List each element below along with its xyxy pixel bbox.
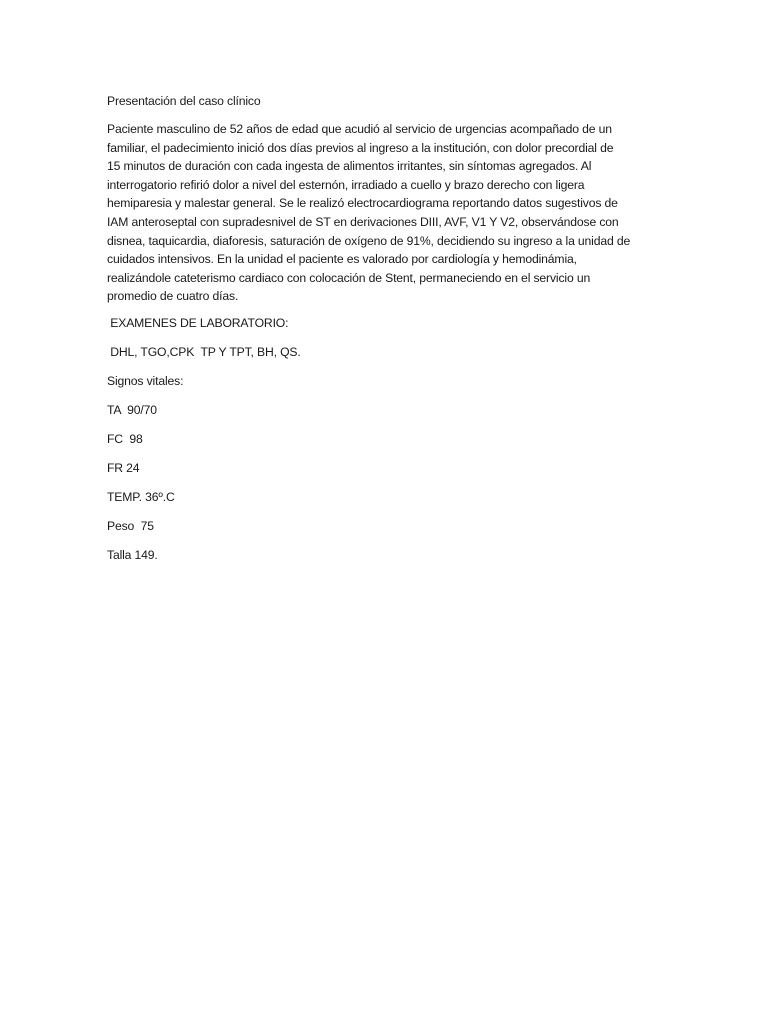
vital-signs-heading: Signos vitales: bbox=[107, 373, 184, 388]
case-description: Paciente masculino de 52 años de edad que acudió al servicio de urgencias acompañado de un familiar, el padecimiento inició dos días previos al ingreso a la institución, con dolor precordial de 15 minutos de duración con cada ingesta de alimentos irritantes, sin síntomas agregados. Al interrogatorio refirió dolor a nivel del esternón, irradiado a cuello y brazo derecho con ligera hemiparesia y malestar general. Se le realizó electrocardiograma reportando datos sugestivos de IAM anteroseptal con supradesnivel de ST en derivaciones DIII, AVF, V1 Y V2, observándose con disnea, taquicardia, diaforesis, saturación de oxígeno de 91%, decidiendo su ingreso a la unidad de cuidados intensivos. En la unidad el paciente es valorado por cardiología y hemodinámia, realizándole cateterismo cardiaco con colocación de Stent, permaneciendo en el servicio un promedio de cuatro días. bbox=[107, 122, 631, 304]
document-content bbox=[107, 92, 663, 564]
vital-sign-ta: TA 90/70 bbox=[107, 402, 157, 417]
vital-sign-temp: TEMP. 36º.C bbox=[107, 489, 175, 504]
lab-exams-heading: EXAMENES DE LABORATORIO: bbox=[107, 315, 289, 330]
lab-exams-list: DHL, TGO,CPK TP Y TPT, BH, QS. bbox=[107, 344, 301, 359]
vital-sign-weight: Peso 75 bbox=[107, 518, 154, 533]
vital-sign-height: Talla 149. bbox=[107, 547, 158, 562]
vital-sign-fr: FR 24 bbox=[107, 460, 140, 475]
vital-sign-fc: FC 98 bbox=[107, 431, 143, 446]
document-title: Presentación del caso clínico bbox=[107, 94, 261, 108]
